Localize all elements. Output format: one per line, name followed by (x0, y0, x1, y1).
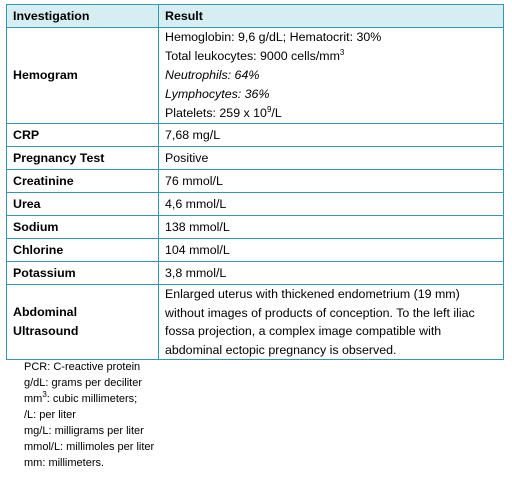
table-row-ultrasound (7, 285, 504, 360)
abbrev-l: /L: per liter (24, 409, 76, 421)
abbrev-mm3-prefix: mm (24, 393, 43, 405)
hemogram-lymphocytes: Lymphocytes: 36% (165, 87, 270, 101)
platelets-sup: 9 (266, 105, 272, 114)
investigation-name: Urea (7, 193, 159, 216)
abbrev-mm: mm: millimeters. (24, 457, 105, 469)
table-row (7, 193, 504, 216)
hemogram-platelets (165, 104, 497, 123)
abbreviations-footnote (24, 359, 154, 471)
lab-results-table (6, 4, 504, 360)
table-row (7, 239, 504, 262)
leukocytes-text: Total leukocytes: 9000 cells/mm (165, 49, 340, 63)
table-header-row (7, 5, 504, 28)
result-value: 3,8 mmol/L (159, 262, 504, 285)
investigation-name: Creatinine (7, 170, 159, 193)
hemogram-results (159, 28, 504, 124)
table-row (7, 124, 504, 147)
result-value: 76 mmol/L (159, 170, 504, 193)
table-row (7, 216, 504, 239)
abbrev-gdl: g/dL: grams per deciliter (24, 377, 142, 389)
leukocytes-sup: 3 (339, 48, 345, 57)
investigation-name: Hemogram (7, 28, 159, 124)
ultrasound-name-line1: Abdominal (13, 305, 78, 319)
abbrev-mm3-sup: 3 (42, 390, 47, 399)
hemogram-neutrophils: Neutrophils: 64% (165, 68, 260, 82)
result-value: 4,6 mmol/L (159, 193, 504, 216)
result-value: 138 mmol/L (159, 216, 504, 239)
result-value: Positive (159, 147, 504, 170)
result-value: 7,68 mg/L (159, 124, 504, 147)
abbrev-mm3 (24, 391, 154, 407)
platelets-unit: /L (271, 106, 282, 120)
hemogram-hemoglobin: Hemoglobin: 9,6 g/dL; Hematocrit: 30% (165, 30, 382, 44)
hemogram-leukocytes (165, 47, 497, 66)
abbrev-mmoll: mmol/L: millimoles per liter (24, 441, 155, 453)
platelets-text: Platelets: 259 x 10 (165, 106, 267, 120)
abbrev-mgl: mg/L: milligrams per liter (24, 425, 144, 437)
header-result: Result (159, 5, 504, 28)
investigation-name (7, 285, 159, 360)
investigation-name: Potassium (7, 262, 159, 285)
header-investigation: Investigation (7, 5, 159, 28)
result-value: 104 mmol/L (159, 239, 504, 262)
table-row (7, 170, 504, 193)
table-row (7, 262, 504, 285)
investigation-name: CRP (7, 124, 159, 147)
table-row (7, 147, 504, 170)
ultrasound-result: Enlarged uterus with thickened endometrium (19 mm) without images of products of conception. To the left iliac fossa projection, a complex image compatible with abdominal ectopic pregnancy is observed. (159, 285, 504, 360)
abbrev-pcr: PCR: C-reactive protein (24, 361, 141, 373)
ultrasound-name-line2: Ultrasound (13, 324, 79, 338)
investigation-name: Sodium (7, 216, 159, 239)
table-row-hemogram (7, 28, 504, 124)
investigation-name: Pregnancy Test (7, 147, 159, 170)
investigation-name: Chlorine (7, 239, 159, 262)
abbrev-mm3-suffix: : cubic millimeters; (46, 393, 138, 405)
